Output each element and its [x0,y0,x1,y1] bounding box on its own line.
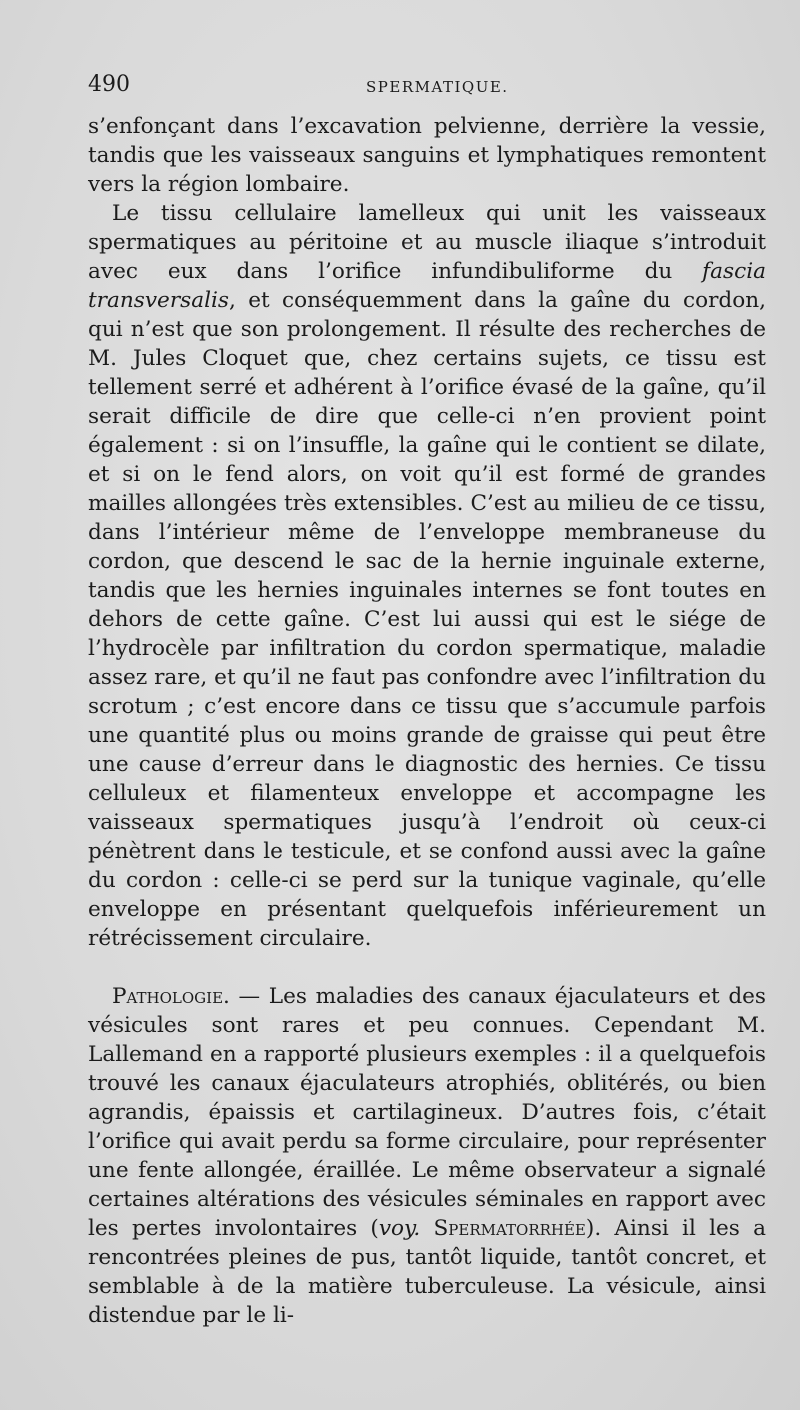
paragraph-continuation [88,112,766,199]
paragraph-text: ). Ainsi il les a rencontrées pleines de pus, tantôt liquide, tantôt concret, et semblable à de la matière tuberculeuse. La vésicule, ainsi distendue par le li- [88,1216,766,1328]
paragraph-tissu-cellulaire [88,199,766,953]
paragraph-text: — Les maladies des canaux éjaculateurs et des vésicules sont rares et peu connues. Cependant M. Lallemand en a rapporté plusieurs exemples : il a quelquefois trouvé les canaux éjaculateurs atrophiés, oblitérés, ou bien agrandis, épaissis et cartilagineux. D’autres fois, c’était l’orifice qui avait perdu sa forme circulaire, pour représenter une fente allongée, éraillée. Le même observateur a signalé certaines altérations des vésicules séminales en rapport avec les pertes involontaires ( [88,984,766,1241]
paragraph-text: Le tissu cellulaire lamelleux qui unit les vaisseaux spermatiques au péritoine et au muscle iliaque s’introduit avec eux dans l’orifice infundibuliforme du [88,201,766,284]
page-number: 490 [88,72,130,97]
body-text [88,112,766,1330]
italic-abbrev: voy. [378,1216,421,1241]
page-header [88,72,768,104]
paragraph-text: s’enfonçant dans l’excavation pelvienne, derrière la vessie, tandis que les vaisseaux sanguins et lymphatiques remontent vers la région lombaire. [88,114,766,197]
cross-reference: Spermatorrhée [433,1216,586,1241]
paragraph-pathologie [88,982,766,1330]
section-heading: Pathologie. [112,984,230,1009]
paragraph-text: , et conséquemment dans la gaîne du cordon, qui n’est que son prolongement. Il résulte des recherches de M. Jules Cloquet que, chez certains sujets, ce tissu est tellement serré et adhérent à l’orifice évasé de la gaîne, qu’il serait difficile de dire que celle-ci n’en provient point également : si on l’insuffle, la gaîne qui le contient se dilate, et si on le fend alors, on voit qu’il est formé de grandes mailles allongées très extensibles. C’est au milieu de ce tissu, dans l’intérieur même de l’enveloppe membraneuse du cordon, que descend le sac de la hernie inguinale externe, tandis que les hernies inguinales internes se font toutes en dehors de cette gaîne. C’est lui aussi qui est le siége de l’hydrocèle par infiltration du cordon spermatique, maladie assez rare, et qu’il ne faut pas confondre avec l’infiltration du scrotum ; c’est encore dans ce tissu que s’accumule parfois une quantité plus ou moins grande de graisse qui peut être une cause d’erreur dans le diagnostic des hernies. Ce tissu celluleux et filamenteux enveloppe et accompagne les vaisseaux spermatiques jusqu’à l’endroit où ceux-ci pénètrent dans le testicule, et se confond aussi avec la gaîne du cordon : celle-ci se perd sur la tunique vaginale, qu’elle enveloppe en présentant quelquefois inférieurement un rétrécissement circulaire. [88,288,766,951]
running-head: SPERMATIQUE. [366,78,509,96]
italic-term: fascia transversalis [88,259,766,313]
